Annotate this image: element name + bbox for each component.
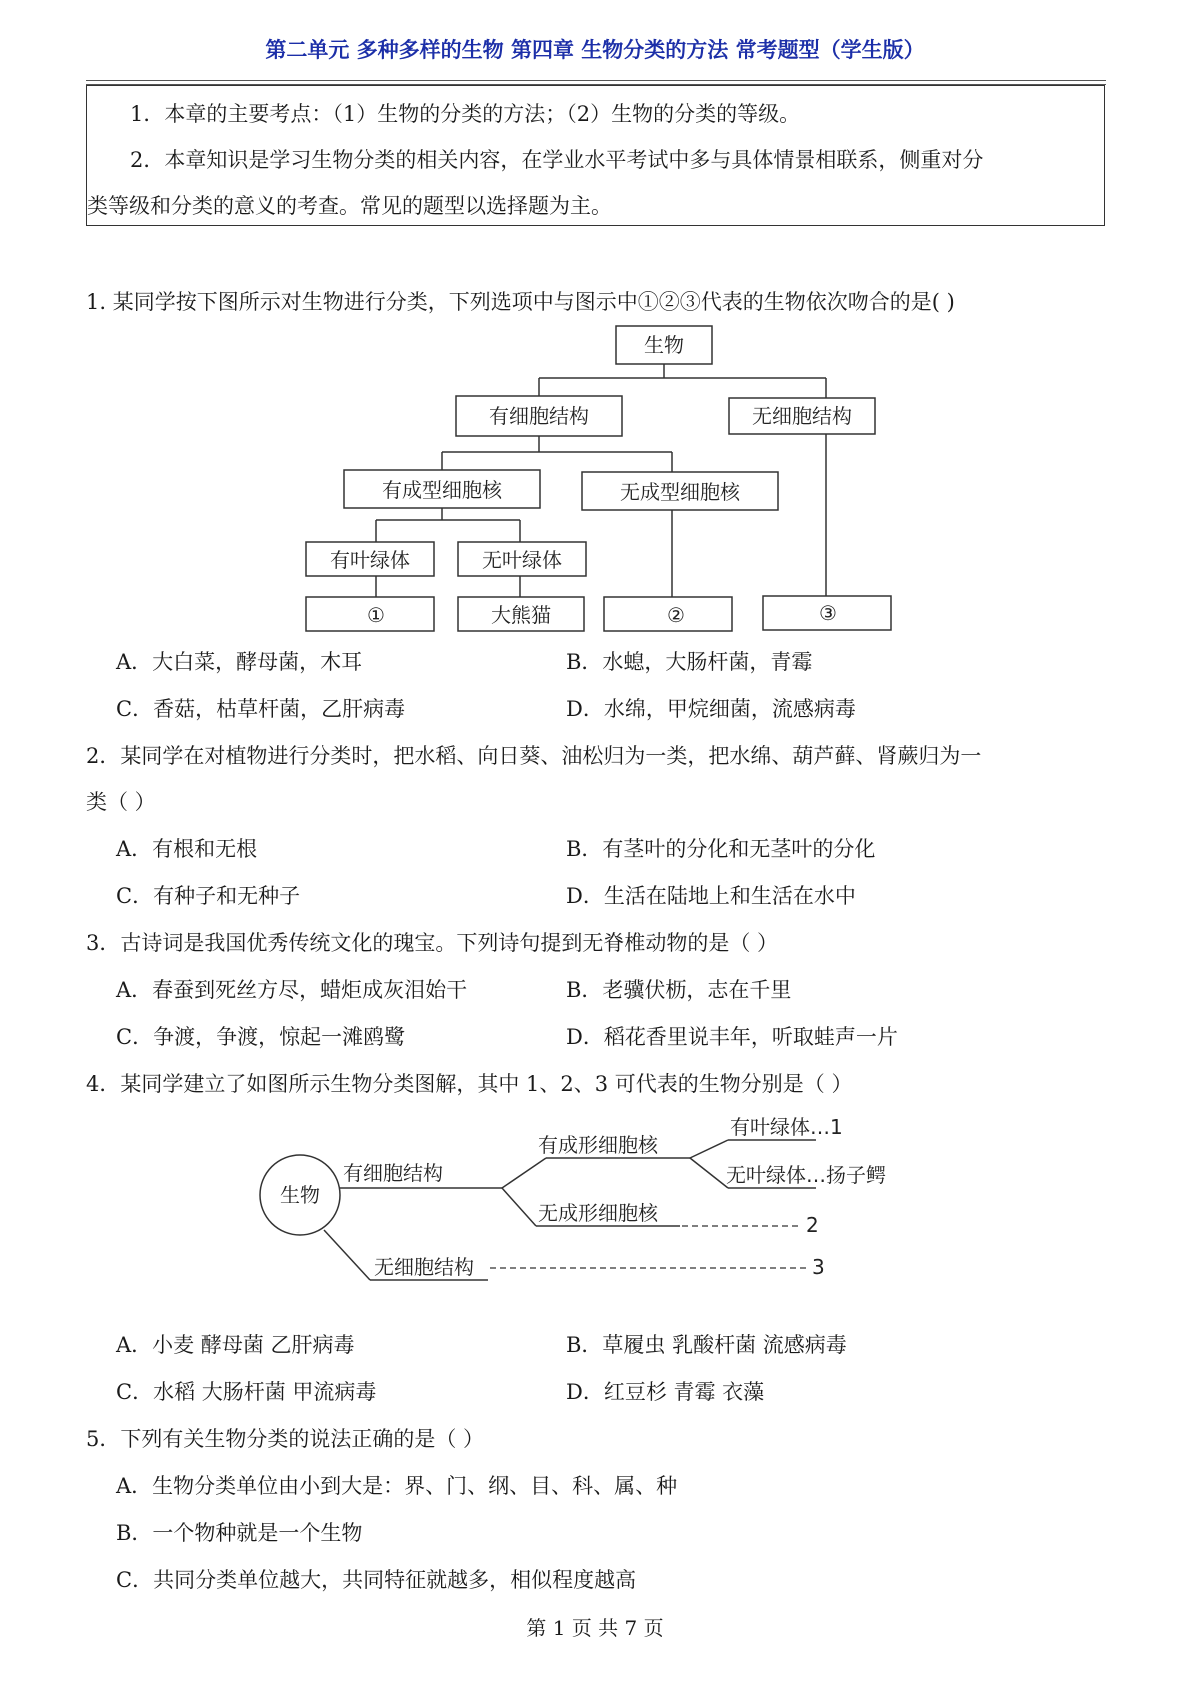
d1-root: 生物 bbox=[644, 333, 684, 357]
q4-option-b: B．草履虫 乳酸杆菌 流感病毒 bbox=[566, 1333, 847, 1357]
q2-option-b: B．有茎叶的分化和无茎叶的分化 bbox=[566, 837, 876, 861]
q3-stem: 3．古诗词是我国优秀传统文化的瑰宝。下列诗句提到无脊椎动物的是（ ） bbox=[86, 931, 779, 955]
d2-has-cell: 有细胞结构 bbox=[343, 1161, 443, 1185]
q1-option-d: D．水绵，甲烷细菌，流感病毒 bbox=[566, 697, 856, 721]
d1-leaf-panda: 大熊猫 bbox=[491, 603, 551, 627]
d2-no-chloro: 无叶绿体…扬子鳄 bbox=[726, 1163, 886, 1187]
q1-stem: 1. 某同学按下图所示对生物进行分类，下列选项中与图示中①②③代表的生物依次吻合的是( ) bbox=[86, 290, 955, 314]
intro-line-2: 2．本章知识是学习生物分类的相关内容，在学业水平考试中多与具体情景相联系，侧重对分 bbox=[130, 148, 984, 172]
q4-classification-diagram bbox=[0, 1100, 1190, 1310]
q5-option-b: B．一个物种就是一个生物 bbox=[116, 1521, 363, 1545]
intro-line-1: 1．本章的主要考点：（1）生物的分类的方法；（2）生物的分类的等级。 bbox=[130, 102, 801, 126]
d1-has-cell: 有细胞结构 bbox=[489, 404, 589, 428]
q2-stem-line-1: 2．某同学在对植物进行分类时，把水稻、向日葵、油松归为一类，把水绵、葫芦藓、肾蕨归为一 bbox=[86, 744, 982, 768]
d1-no-cell: 无细胞结构 bbox=[752, 404, 852, 428]
d2-has-nucleus: 有成形细胞核 bbox=[538, 1133, 658, 1157]
page-number: 第 1 页 共 7 页 bbox=[526, 1616, 664, 1640]
intro-line-3: 类等级和分类的意义的考查。常见的题型以选择题为主。 bbox=[87, 194, 612, 218]
q1-option-c: C．香菇，枯草杆菌，乙肝病毒 bbox=[116, 697, 406, 721]
q3-option-b: B．老骥伏枥，志在千里 bbox=[566, 978, 792, 1002]
d1-has-chloro: 有叶绿体 bbox=[330, 548, 410, 572]
d1-no-chloro: 无叶绿体 bbox=[482, 548, 562, 572]
q4-stem: 4．某同学建立了如图所示生物分类图解，其中 1、2、3 可代表的生物分别是（ ） bbox=[86, 1072, 853, 1096]
q3-option-a: A．春蚕到死丝方尽，蜡炬成灰泪始干 bbox=[116, 978, 468, 1002]
page-title: 第二单元 多种多样的生物 第四章 生物分类的方法 常考题型（学生版） bbox=[265, 38, 925, 62]
d2-root: 生物 bbox=[280, 1183, 320, 1207]
d1-has-nucleus: 有成型细胞核 bbox=[382, 478, 502, 502]
d2-has-chloro: 有叶绿体…1 bbox=[730, 1115, 843, 1139]
q3-option-d: D．稻花香里说丰年，听取蛙声一片 bbox=[566, 1025, 898, 1049]
q4-option-c: C．水稻 大肠杆菌 甲流病毒 bbox=[116, 1380, 377, 1404]
q2-option-a: A．有根和无根 bbox=[116, 837, 258, 861]
q4-option-a: A．小麦 酵母菌 乙肝病毒 bbox=[116, 1333, 355, 1357]
q2-option-d: D．生活在陆地上和生活在水中 bbox=[566, 884, 856, 908]
d2-no-nucleus: 无成形细胞核 bbox=[538, 1201, 658, 1225]
q1-option-a: A．大白菜，酵母菌，木耳 bbox=[116, 650, 363, 674]
q1-option-b: B．水螅，大肠杆菌，青霉 bbox=[566, 650, 813, 674]
q1-classification-diagram bbox=[0, 0, 1190, 640]
d2-label-2: 2 bbox=[806, 1213, 819, 1237]
d1-no-nucleus: 无成型细胞核 bbox=[620, 480, 740, 504]
d1-leaf3: ③ bbox=[819, 601, 837, 625]
q2-stem-line-2: 类（ ） bbox=[86, 790, 156, 814]
d1-leaf2: ② bbox=[667, 603, 685, 627]
q5-option-c: C．共同分类单位越大，共同特征就越多，相似程度越高 bbox=[116, 1568, 637, 1592]
q5-stem: 5．下列有关生物分类的说法正确的是（ ） bbox=[86, 1427, 485, 1451]
d2-no-cell: 无细胞结构 bbox=[374, 1255, 474, 1279]
d2-label-3: 3 bbox=[812, 1255, 825, 1279]
q2-option-c: C．有种子和无种子 bbox=[116, 884, 301, 908]
q5-option-a: A．生物分类单位由小到大是：界、门、纲、目、科、属、种 bbox=[116, 1474, 678, 1498]
d1-leaf1: ① bbox=[367, 603, 385, 627]
q4-option-d: D．红豆杉 青霉 衣藻 bbox=[566, 1380, 765, 1404]
q3-option-c: C．争渡，争渡，惊起一滩鸥鹭 bbox=[116, 1025, 406, 1049]
